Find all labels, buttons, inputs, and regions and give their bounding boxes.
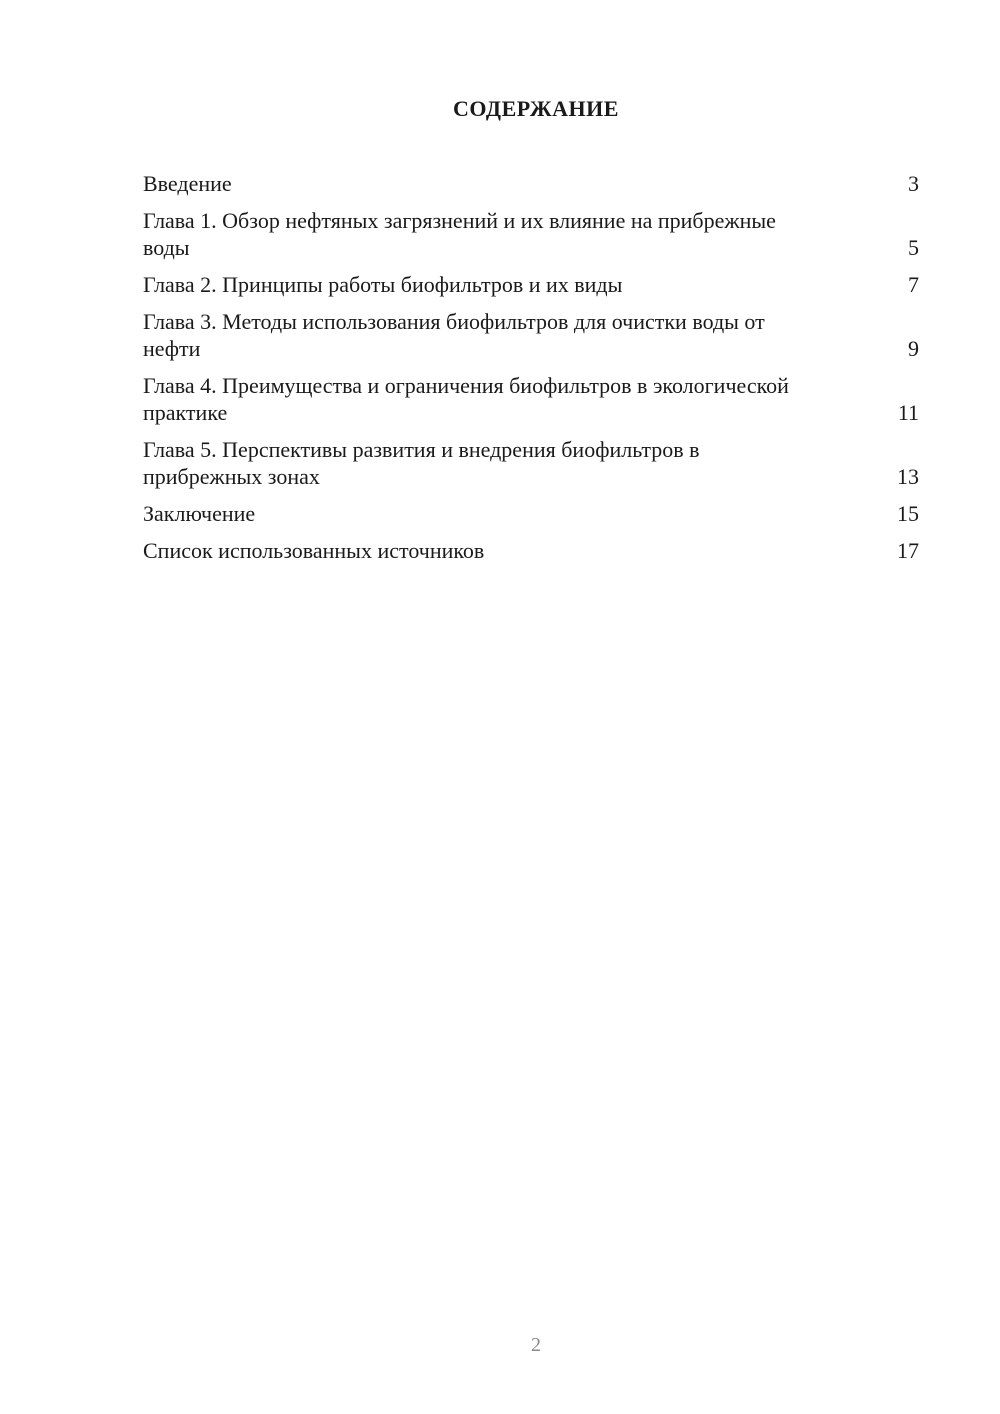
toc-entry-conclusion[interactable] [143, 500, 919, 527]
table-of-contents [143, 170, 919, 574]
toc-entry-text: Глава 1. Обзор нефтяных загрязнений и их влияние на прибрежные воды [143, 208, 776, 260]
toc-entry-chapter-1[interactable] [143, 207, 919, 261]
toc-title: СОДЕРЖАНИЕ [453, 96, 619, 121]
toc-entry-page: 3 [908, 171, 919, 196]
toc-entry-chapter-3[interactable] [143, 308, 919, 362]
toc-entry-page: 7 [908, 272, 919, 297]
toc-entry-text: Глава 3. Методы использования биофильтров для очистки воды от нефти [143, 309, 765, 361]
toc-entry-page: 5 [908, 235, 919, 260]
toc-entry-page: 13 [897, 464, 919, 489]
toc-entry-text: Глава 5. Перспективы развития и внедрения биофильтров в прибрежных зонах [143, 437, 700, 489]
toc-entry-introduction[interactable] [143, 170, 919, 197]
toc-entry-page: 15 [897, 501, 919, 526]
toc-entry-text: Глава 4. Преимущества и ограничения биофильтров в экологической практике [143, 373, 789, 425]
toc-entry-text: Глава 2. Принципы работы биофильтров и их виды [143, 272, 623, 297]
page-number: 2 [531, 1334, 541, 1356]
toc-entry-chapter-2[interactable] [143, 271, 919, 298]
toc-entry-page: 11 [897, 400, 919, 425]
toc-entry-text: Заключение [143, 501, 256, 526]
toc-entry-page: 9 [908, 336, 919, 361]
toc-entry-page: 17 [897, 538, 919, 563]
toc-entry-text: Список использованных источников [143, 538, 485, 563]
toc-entry-references[interactable] [143, 537, 919, 564]
toc-entry-text: Введение [143, 171, 232, 196]
toc-entry-chapter-5[interactable] [143, 436, 919, 490]
toc-entry-chapter-4[interactable] [143, 372, 919, 426]
